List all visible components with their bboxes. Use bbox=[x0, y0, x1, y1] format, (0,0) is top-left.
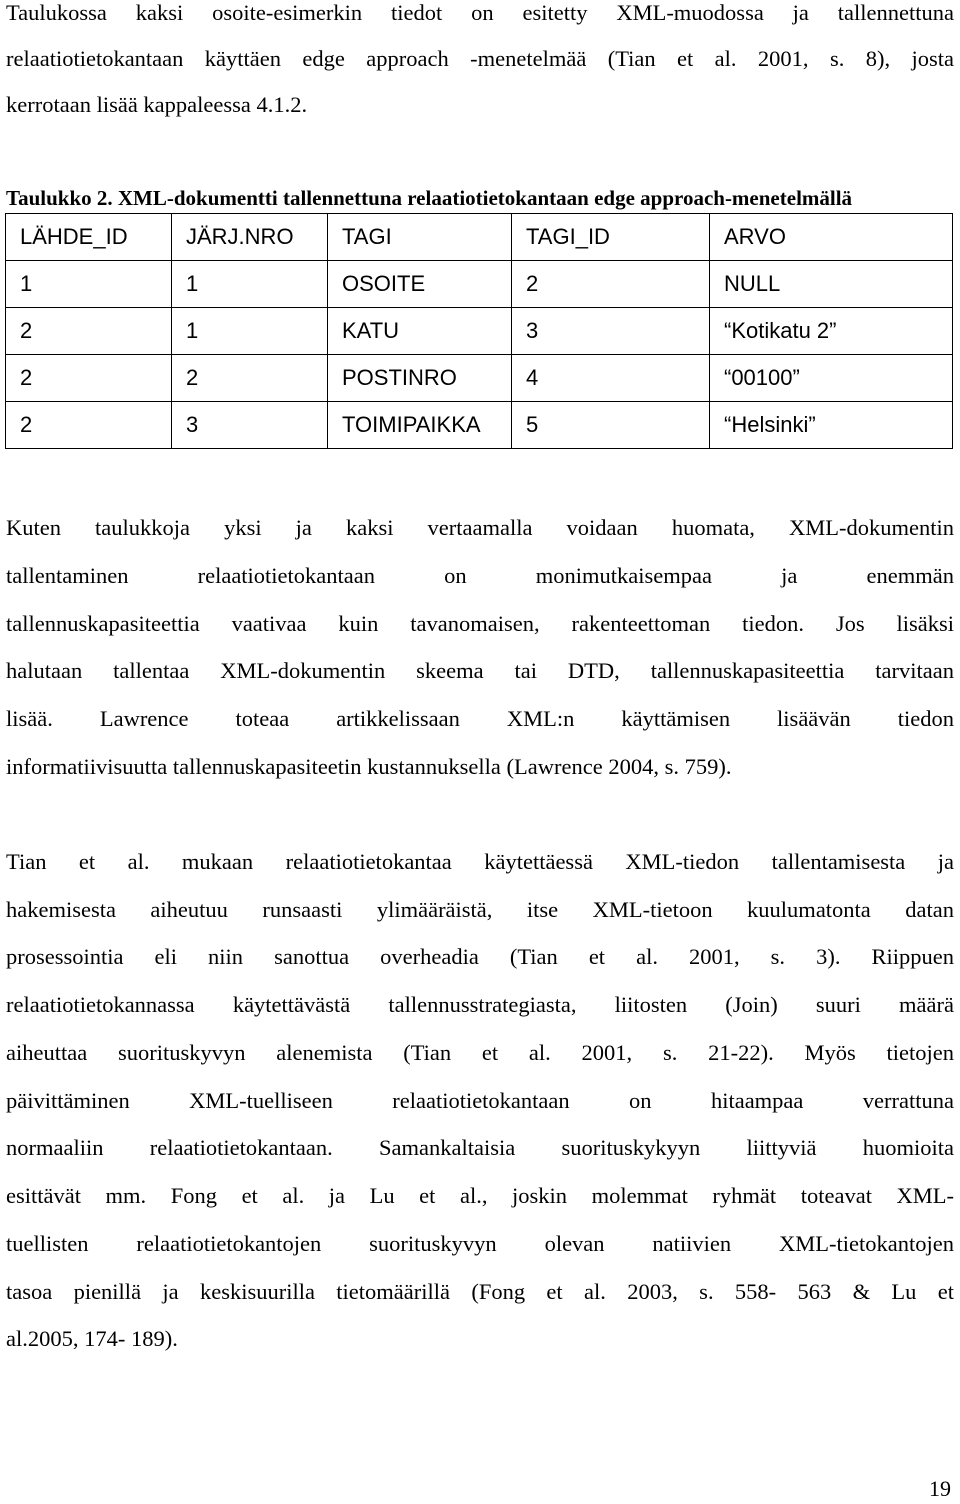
paragraph-line: al.2005, 174- 189). bbox=[6, 1326, 178, 1351]
paragraph-line: päivittäminen XML-tuelliseen relaatiotietokantaan on hitaampaa verrattuna bbox=[6, 1088, 954, 1113]
intro-line: kerrotaan lisää kappaleessa 4.1.2. bbox=[6, 92, 308, 117]
table-row bbox=[6, 402, 953, 449]
table-cell: KATU bbox=[328, 308, 512, 355]
intro-line: relaatiotietokantaan käyttäen edge approach -menetelmää (Tian et al. 2001, s. 8), josta bbox=[6, 46, 954, 71]
table-cell: 3 bbox=[172, 402, 328, 449]
paragraph-line: lisää. Lawrence toteaa artikkelissaan XML:n käyttämisen lisäävän tiedon bbox=[6, 706, 954, 731]
header-cell: TAGI bbox=[328, 214, 512, 261]
paragraph-line: tallennuskapasiteettia vaativaa kuin tavanomaisen, rakenteettoman tiedon. Jos lisäksi bbox=[6, 611, 954, 636]
paragraph-line: Tian et al. mukaan relaatiotietokantaa käytettäessä XML-tiedon tallentamisesta ja bbox=[6, 849, 954, 874]
table-cell: 2 bbox=[172, 355, 328, 402]
header-cell: LÄHDE_ID bbox=[6, 214, 172, 261]
table-cell: 2 bbox=[512, 261, 710, 308]
paragraph-line: tasoa pienillä ja keskisuurilla tietomäärillä (Fong et al. 2003, s. 558- 563 & Lu et bbox=[6, 1279, 954, 1304]
paragraph-line: hakemisesta aiheutuu runsaasti ylimääräistä, itse XML-tietoon kuulumatonta datan bbox=[6, 897, 954, 922]
table-cell: 2 bbox=[6, 402, 172, 449]
header-cell: ARVO bbox=[710, 214, 953, 261]
table-cell: POSTINRO bbox=[328, 355, 512, 402]
table-cell: 3 bbox=[512, 308, 710, 355]
paragraph-line: normaaliin relaatiotietokantaan. Samankaltaisia suorituskykyyn liittyviä huomioita bbox=[6, 1135, 954, 1160]
page-number: 19 bbox=[929, 1476, 951, 1501]
paragraph-line: relaatiotietokannassa käytettävästä tallennusstrategiasta, liitosten (Join) suuri määrä bbox=[6, 992, 954, 1017]
table-caption: Taulukko 2. XML-dokumentti tallennettuna relaatiotietokantaan edge approach-menetelmällä bbox=[6, 186, 853, 210]
paragraph-line: esittävät mm. Fong et al. ja Lu et al., joskin molemmat ryhmät toteavat XML- bbox=[6, 1183, 954, 1208]
table-cell: “00100” bbox=[710, 355, 953, 402]
table-cell: 2 bbox=[6, 308, 172, 355]
table-header-row bbox=[6, 214, 953, 261]
paragraph-line: Kuten taulukkoja yksi ja kaksi vertaamalla voidaan huomata, XML-dokumentin bbox=[6, 515, 954, 540]
table-row bbox=[6, 261, 953, 308]
table-cell: 4 bbox=[512, 355, 710, 402]
table-cell: TOIMIPAIKKA bbox=[328, 402, 512, 449]
paragraph-line: aiheuttaa suorituskyvyn alenemista (Tian et al. 2001, s. 21-22). Myös tietojen bbox=[6, 1040, 954, 1065]
intro-line: Taulukossa kaksi osoite-esimerkin tiedot on esitetty XML-muodossa ja tallennettuna bbox=[6, 0, 954, 25]
table-cell: 2 bbox=[6, 355, 172, 402]
paragraph-line: halutaan tallentaa XML-dokumentin skeema tai DTD, tallennuskapasiteettia tarvitaan bbox=[6, 658, 954, 683]
table-row bbox=[6, 355, 953, 402]
paragraph-line: tuellisten relaatiotietokantojen suorituskyvyn olevan natiivien XML-tietokantojen bbox=[6, 1231, 954, 1256]
table-cell: “Helsinki” bbox=[710, 402, 953, 449]
table-cell: 1 bbox=[172, 308, 328, 355]
table-cell: OSOITE bbox=[328, 261, 512, 308]
edge-approach-table bbox=[5, 213, 953, 449]
table-cell: NULL bbox=[710, 261, 953, 308]
paragraph-line: informatiivisuutta tallennuskapasiteetin kustannuksella (Lawrence 2004, s. 759). bbox=[6, 754, 732, 779]
paragraph-line: tallentaminen relaatiotietokantaan on monimutkaisempaa ja enemmän bbox=[6, 563, 954, 588]
table-row bbox=[6, 308, 953, 355]
table-cell: “Kotikatu 2” bbox=[710, 308, 953, 355]
header-cell: TAGI_ID bbox=[512, 214, 710, 261]
table-cell: 5 bbox=[512, 402, 710, 449]
table-cell: 1 bbox=[172, 261, 328, 308]
header-cell: JÄRJ.NRO bbox=[172, 214, 328, 261]
table-cell: 1 bbox=[6, 261, 172, 308]
paragraph-line: prosessointia eli niin sanottua overheadia (Tian et al. 2001, s. 3). Riippuen bbox=[6, 944, 954, 969]
